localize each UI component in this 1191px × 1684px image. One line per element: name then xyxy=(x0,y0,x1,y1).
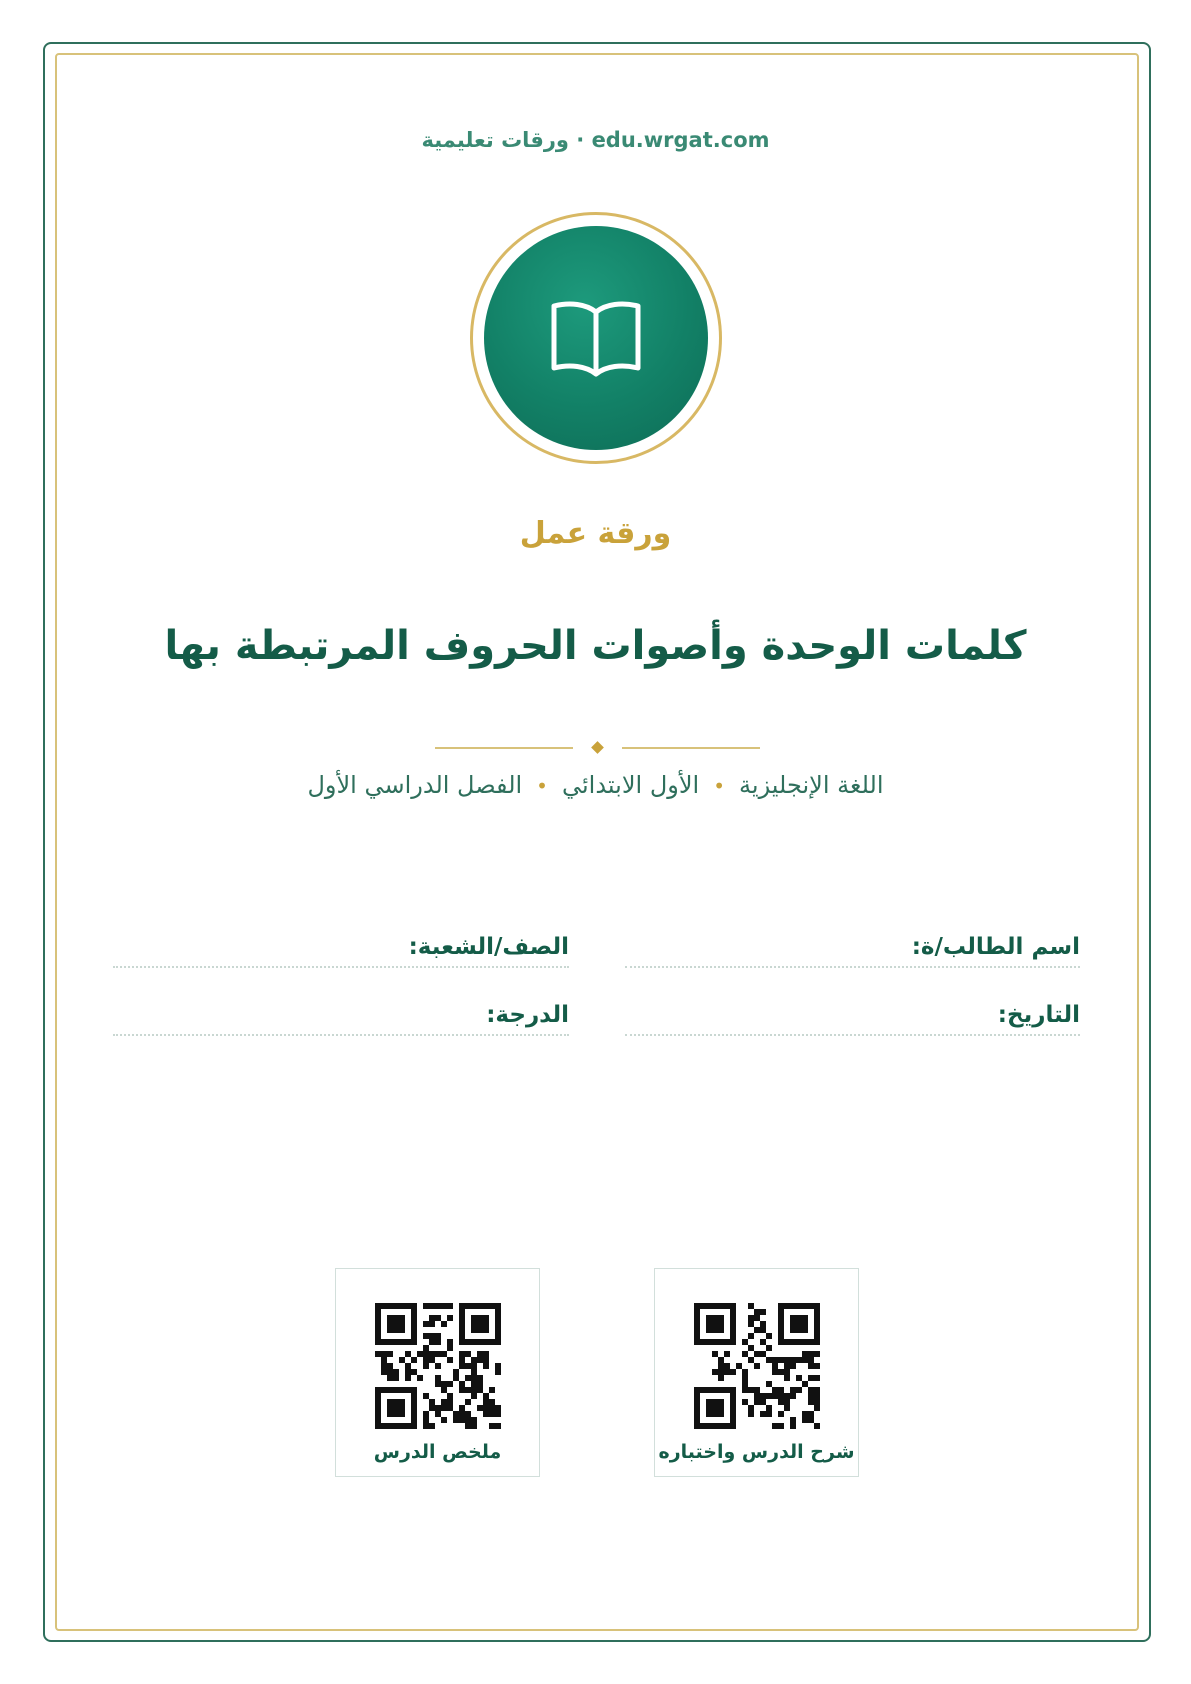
meta-line xyxy=(0,771,1191,799)
meta-grade: الأول الابتدائي xyxy=(561,771,700,799)
open-book-icon xyxy=(548,298,644,378)
site-line: edu.wrgat.com · ورقات تعليمية xyxy=(421,128,770,152)
meta-separator: • xyxy=(536,774,548,798)
student-name-label: اسم الطالب/ة: xyxy=(911,934,1080,960)
score-label: الدرجة: xyxy=(486,1002,569,1028)
date-label: التاريخ: xyxy=(997,1002,1080,1028)
divider-left xyxy=(435,747,573,749)
student-name-field[interactable] xyxy=(625,932,1080,968)
date-field[interactable] xyxy=(625,1000,1080,1036)
qr-card-lesson-summary[interactable] xyxy=(335,1268,540,1477)
score-field[interactable] xyxy=(113,1000,569,1036)
class-section-label: الصف/الشعبة: xyxy=(408,934,569,960)
meta-separator: • xyxy=(713,774,726,798)
emblem xyxy=(484,226,708,450)
worksheet-label: ورقة عمل xyxy=(519,516,672,551)
divider-right xyxy=(622,747,760,749)
qr-code[interactable] xyxy=(375,1303,501,1429)
meta-term: الفصل الدراسي الأول xyxy=(307,771,523,799)
meta-subject: اللغة الإنجليزية xyxy=(739,771,884,799)
qr-label: شرح الدرس واختباره xyxy=(658,1441,855,1463)
qr-label: ملخص الدرس xyxy=(373,1441,502,1463)
class-section-field[interactable] xyxy=(113,932,569,968)
qr-code[interactable] xyxy=(694,1303,820,1429)
qr-card-lesson-explanation[interactable] xyxy=(654,1268,859,1477)
page-title: كلمات الوحدة وأصوات الحروف المرتبطة بها xyxy=(164,623,1027,669)
